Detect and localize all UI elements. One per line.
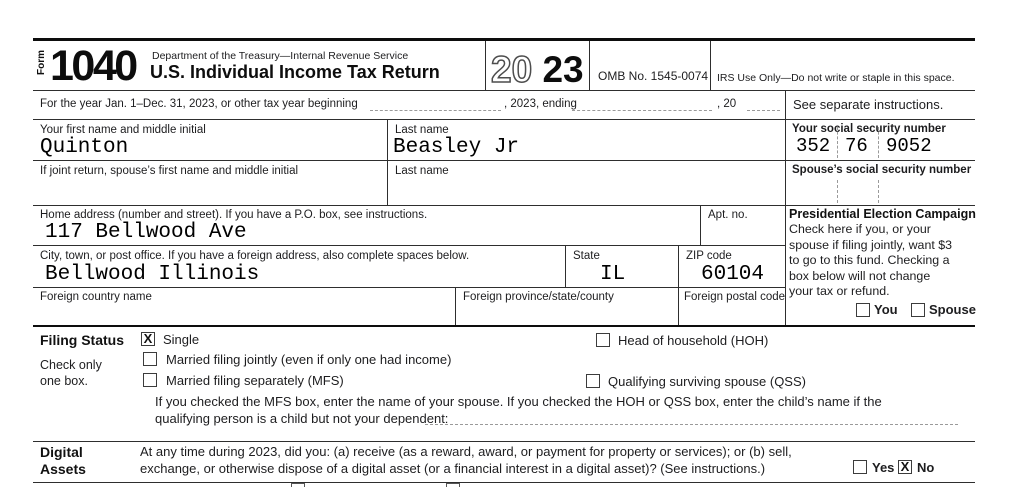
campaign-body [789, 222, 979, 300]
year-outline-digits: 20 [491, 49, 533, 90]
campaign-body-line: your tax or refund. [789, 284, 890, 298]
filing-mfs-label: Married filing separately (MFS) [166, 373, 344, 388]
year-bold-digits: 23 [542, 49, 584, 90]
state-field[interactable]: IL [600, 263, 626, 286]
tax-year-ending-text: , 2023, ending [504, 98, 577, 110]
ssn-field-part1[interactable]: 352 [796, 135, 831, 157]
state-divider [565, 245, 566, 287]
divider [589, 41, 590, 90]
form-word: Form [36, 50, 47, 75]
agency-line: Department of the Treasury—Internal Revenue Service [152, 50, 409, 62]
campaign-you-label: You [874, 302, 898, 317]
tax-year-yy-field[interactable] [747, 96, 780, 111]
filing-qss-label: Qualifying surviving spouse (QSS) [608, 374, 806, 389]
filing-note-field[interactable] [425, 410, 958, 425]
postal-divider [678, 287, 679, 325]
tax-year-2023 [490, 48, 588, 90]
campaign-body-line: Check here if you, or your [789, 222, 931, 236]
section-rule [33, 482, 975, 483]
campaign-spouse-label: Spouse [929, 302, 976, 317]
ssn-field-part2[interactable]: 76 [845, 135, 868, 157]
foreign-country-label: Foreign country name [40, 291, 152, 303]
tax-year-text: For the year Jan. 1–Dec. 31, 2023, or other tax year beginning [40, 98, 358, 110]
digital-assets-no-label: No [917, 460, 935, 475]
filing-mfj-checkbox[interactable] [143, 352, 157, 366]
cutoff-checkbox[interactable] [291, 483, 305, 487]
campaign-title: Presidential Election Campaign [789, 207, 976, 221]
spouse-ssn-separator [837, 180, 838, 203]
ssn-field-part3[interactable]: 9052 [886, 135, 932, 157]
cutoff-checkbox[interactable] [446, 483, 460, 487]
city-field[interactable]: Bellwood Illinois [45, 263, 260, 286]
section-rule [33, 325, 975, 327]
filing-single-label: Single [163, 332, 200, 347]
filing-status-instruction: Check only one box. [40, 358, 102, 388]
filing-qss-checkbox[interactable] [586, 374, 600, 388]
digital-assets-yes-checkbox[interactable] [853, 460, 867, 474]
rule [33, 119, 975, 120]
apt-divider [700, 205, 701, 245]
campaign-spouse-checkbox[interactable] [911, 303, 925, 317]
filing-note-line1: If you checked the MFS box, enter the name of your spouse. If you checked the HOH or QSS box, enter the child’s name if the [155, 394, 882, 409]
digital-assets-question-line2: exchange, or otherwise dispose of a digital asset (or a financial interest in a digital asset)? (See instructions.) [140, 461, 766, 476]
first-name-field[interactable]: Quinton [40, 136, 129, 159]
filing-hoh-label: Head of household (HOH) [618, 333, 769, 348]
lastname-divider [387, 119, 388, 205]
ssn-separator [878, 127, 879, 158]
divider [710, 41, 711, 90]
filing-hoh-checkbox[interactable] [596, 333, 610, 347]
form-title: U.S. Individual Income Tax Return [150, 62, 440, 82]
apt-label: Apt. no. [708, 209, 748, 221]
home-address-label: Home address (number and street). If you have a P.O. box, see instructions. [40, 209, 428, 221]
top-border [33, 38, 975, 41]
tax-year-ending-field[interactable] [572, 96, 712, 111]
filing-single-checkbox[interactable] [141, 332, 155, 346]
filing-mfs-checkbox[interactable] [143, 373, 157, 387]
header-bottom-rule [33, 90, 975, 91]
first-name-label: Your first name and middle initial [40, 124, 206, 136]
foreign-postal-label: Foreign postal code [684, 291, 786, 303]
filing-note-line2: qualifying person is a child but not your dependent: [155, 411, 449, 426]
campaign-body-line: box below will not change [789, 268, 931, 283]
province-divider [455, 287, 456, 325]
zip-label: ZIP code [686, 250, 732, 262]
spouse-ssn-label: Spouse’s social security number [792, 164, 972, 176]
foreign-province-label: Foreign province/state/county [463, 291, 614, 303]
section-rule [33, 441, 975, 442]
digital-assets-heading: Digital Assets [40, 444, 86, 477]
digital-assets-question-line1: At any time during 2023, did you: (a) receive (as a reward, award, or payment for property or services); or (b) sell, [140, 444, 792, 459]
home-address-field[interactable]: 117 Bellwood Ave [45, 221, 247, 244]
irs-use-only: IRS Use Only—Do not write or staple in this space. [717, 72, 955, 84]
campaign-body-line: to go to this fund. Checking a [789, 253, 950, 267]
last-name-label: Last name [395, 124, 449, 136]
rule [33, 245, 786, 246]
rule [33, 287, 786, 288]
ssn-separator [837, 127, 838, 158]
spouse-first-name-label: If joint return, spouse’s first name and middle initial [40, 165, 299, 177]
form-number: 1040 [50, 42, 136, 90]
right-column-divider [785, 90, 786, 327]
digital-assets-yes-label: Yes [872, 460, 895, 475]
last-name-field[interactable]: Beasley Jr [393, 136, 520, 159]
state-label: State [573, 250, 600, 262]
tax-year-20-text: , 20 [717, 98, 737, 110]
divider [485, 41, 486, 90]
zip-divider [678, 245, 679, 287]
city-label: City, town, or post office. If you have a foreign address, also complete spaces below. [40, 250, 470, 262]
zip-field[interactable]: 60104 [701, 263, 765, 286]
ssn-label: Your social security number [792, 123, 946, 135]
svg-text:20 23 [491, 49, 584, 90]
spouse-last-name-label: Last name [395, 165, 449, 177]
omb-number: OMB No. 1545-0074 [598, 69, 709, 83]
filing-mfj-label: Married filing jointly (even if only one had income) [166, 352, 452, 367]
spouse-ssn-separator [878, 180, 879, 203]
rule [33, 160, 975, 161]
campaign-body-line: spouse if filing jointly, want $3 [789, 237, 953, 252]
campaign-you-checkbox[interactable] [856, 303, 870, 317]
digital-assets-no-checkbox[interactable] [898, 460, 912, 474]
see-instructions: See separate instructions. [793, 97, 944, 112]
filing-status-heading: Filing Status [40, 332, 124, 348]
tax-year-begin-field[interactable] [370, 96, 501, 111]
